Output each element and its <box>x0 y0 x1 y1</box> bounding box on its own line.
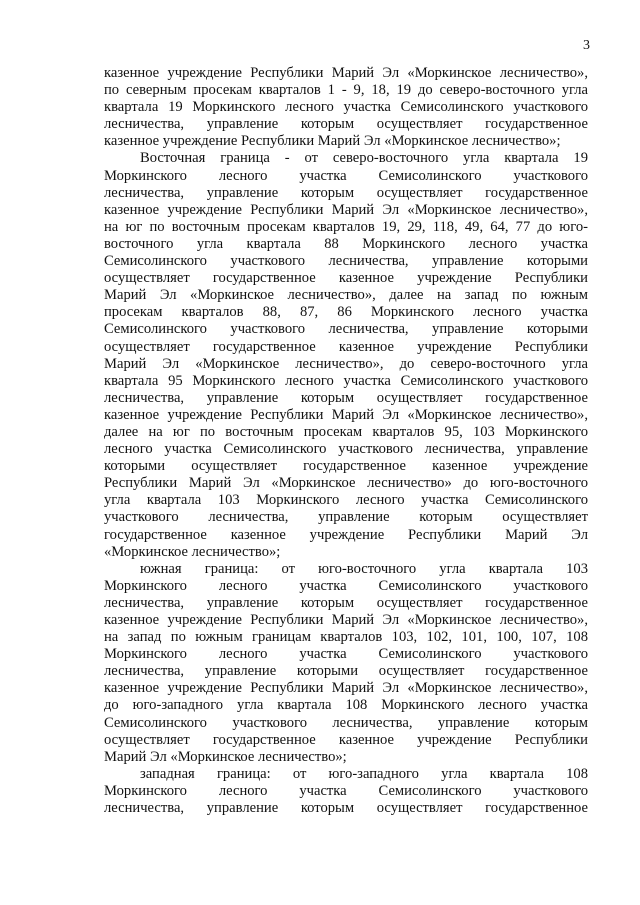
page-number: 3 <box>583 38 590 53</box>
text-line: далее на юг по восточным просекам кварталов 95, 103 Моркинского <box>104 423 588 440</box>
text-line: Моркинского лесного участка Семисолинского участкового <box>104 577 588 594</box>
text-line: лесничества, управление которыми осуществляет государственное <box>104 663 588 680</box>
text-line: южная граница: от юго-восточного угла квартала 103 <box>140 560 588 577</box>
text-line: лесничества, управление которым осуществляет государственное <box>104 594 588 611</box>
text-line: Моркинского лесного участка Семисолинского участкового <box>104 782 588 799</box>
text-line: на запад по южным границам кварталов 103, 102, 101, 100, 107, 108 <box>104 629 588 646</box>
text-line: Семисолинского участкового лесничества, управление которым <box>104 714 588 731</box>
text-line: до юго-западного угла квартала 108 Моркинского лесного участка <box>104 697 588 714</box>
text-line: осуществляет государственное казенное учреждение Республики <box>104 338 588 355</box>
text-line: которыми осуществляет государственное казенное учреждение <box>104 458 588 475</box>
text-line: угла квартала 103 Моркинского лесного участка Семисолинского <box>104 492 588 509</box>
text-line: Республики Марий Эл «Моркинское лесничество» до юго-восточного <box>104 475 588 492</box>
text-line: казенное учреждение Республики Марий Эл «Моркинское лесничество», <box>104 680 588 697</box>
text-line: Моркинского лесного участка Семисолинского участкового <box>104 646 588 663</box>
text-line: восточного угла квартала 88 Моркинского лесного участка <box>104 235 588 252</box>
text-line: казенное учреждение Республики Марий Эл «Моркинское лесничество», <box>104 65 588 81</box>
text-line: Марий Эл «Моркинское лесничество», до северо-восточного угла <box>104 355 588 372</box>
text-line: лесного участка Семисолинского участкового лесничества, управление <box>104 441 588 458</box>
text-line: казенное учреждение Республики Марий Эл «Моркинское лесничество», <box>104 612 588 628</box>
text-line: «Моркинское лесничество»; <box>104 543 281 560</box>
text-line: Марий Эл «Моркинское лесничество», далее на запад по южным <box>104 287 588 304</box>
text-line: осуществляет государственное казенное учреждение Республики <box>104 731 588 748</box>
text-line: казенное учреждение Республики Марий Эл «Моркинское лесничество», <box>104 201 588 218</box>
text-line: на юг по восточным просекам кварталов 19, 29, 118, 49, 64, 77 до юго- <box>104 218 588 235</box>
text-line: Семисолинского участкового лесничества, управление которыми <box>104 253 588 270</box>
text-line: Марий Эл «Моркинское лесничество»; <box>104 748 347 765</box>
text-line: лесничества, управление которым осуществляет государственное <box>104 389 588 406</box>
text-line: западная граница: от юго-западного угла квартала 108 <box>140 765 588 782</box>
text-line: казенное учреждение Республики Марий Эл «Моркинское лесничество»; <box>104 133 561 150</box>
text-line: лесничества, управление которым осуществляет государственное <box>104 184 588 201</box>
text-line: участкового лесничества, управление которым осуществляет <box>104 509 588 526</box>
text-line: квартала 95 Моркинского лесного участка Семисолинского участкового <box>104 372 588 389</box>
text-line: Восточная граница - от северо-восточного угла квартала 19 <box>140 150 588 167</box>
text-line: лесничества, управление которым осуществляет государственное <box>104 800 588 817</box>
text-line: лесничества, управление которым осуществляет государственное <box>104 116 588 133</box>
text-line: по северным просекам кварталов 1 - 9, 18, 19 до северо-восточного угла <box>104 82 588 99</box>
text-line: Моркинского лесного участка Семисолинского участкового <box>104 167 588 184</box>
text-line: квартала 19 Моркинского лесного участка Семисолинского участкового <box>104 99 588 116</box>
text-line: осуществляет государственное казенное учреждение Республики <box>104 270 588 287</box>
text-line: казенное учреждение Республики Марий Эл «Моркинское лесничество», <box>104 406 588 423</box>
text-line: Семисолинского участкового лесничества, управление которыми <box>104 321 588 338</box>
text-line: просекам кварталов 88, 87, 86 Моркинского лесного участка <box>104 304 588 321</box>
document-body <box>104 65 588 817</box>
text-line: государственное казенное учреждение Республики Марий Эл <box>104 526 588 543</box>
